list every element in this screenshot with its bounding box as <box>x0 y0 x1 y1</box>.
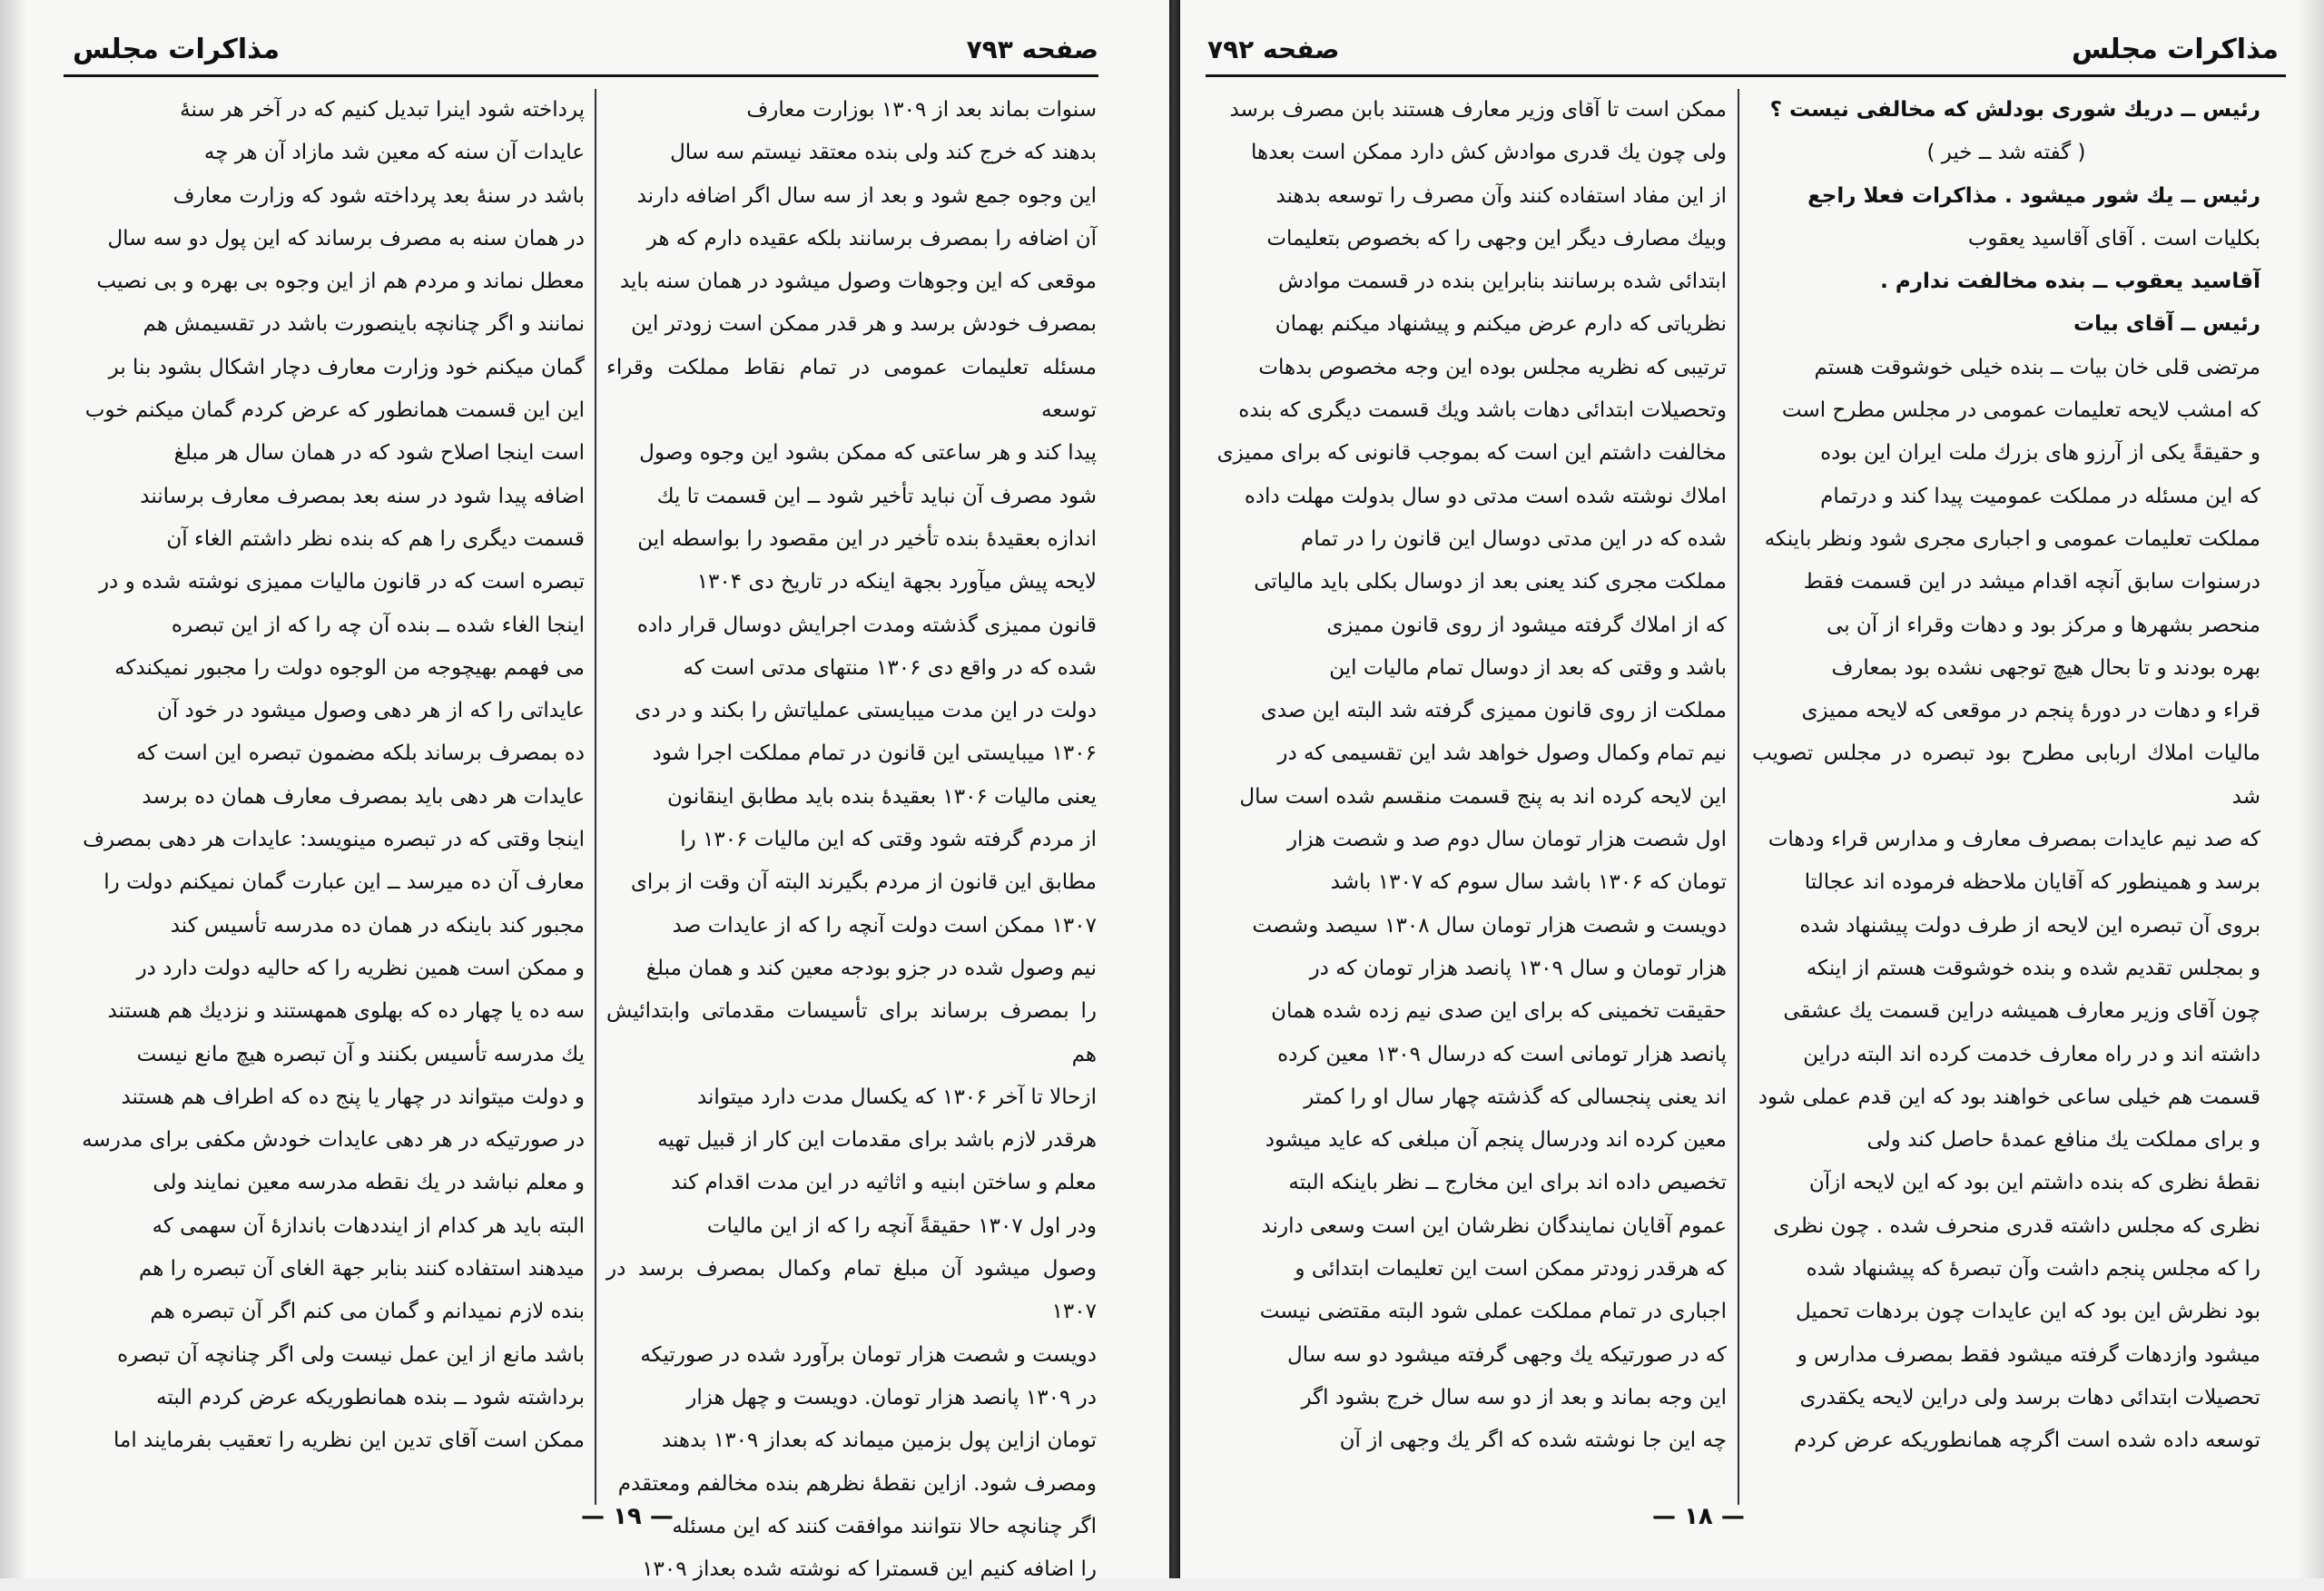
text-line: قانون مميزى گذشته ومدت اجرايش دوسال قرار داده <box>636 613 1097 637</box>
text-line: مجبور كند باينكه در همان ده مدرسه تأسيس كند <box>170 913 585 938</box>
text-line: باشد مانع از اين عمل نيست ولى اگر چنانچه آن تبصره <box>117 1342 585 1367</box>
text-line: چون آقاى وزير معارف هميشه دراين قسمت يك عشقى <box>1783 999 2260 1024</box>
text-line: از اين مفاد استفاده كنند وآن مصرف را توسعه بدهند <box>1275 183 1727 208</box>
text-line: از مردم گرفته شود وقتى كه اين ماليات ۱۳۰۶ را <box>680 828 1097 852</box>
page-footer-number: — ۱۸ — <box>1652 1503 1745 1530</box>
text-line: تخصيص داده اند براى اين مخارج ــ نظر باينكه البته <box>1288 1171 1727 1195</box>
text-line: اجبارى در تمام مملكت عملى شود البته مقتضى نيست <box>1259 1300 1727 1324</box>
text-line: ممكن است تا آقاى وزير معارف هستند بابن مصرف برسد <box>1229 98 1727 122</box>
speaker-line: رئيس ــ آقاى بيات <box>2073 312 2260 337</box>
text-line: است اينجا اصلاح شود كه در همان سال هر مبلغ <box>173 441 585 466</box>
text-line: سه ده يا چهار ده كه بهلوى همهستند و نزديك هم هستند <box>107 999 585 1024</box>
text-line: چه اين جا نوشته شده كه اگر يك وجهى از آن <box>1339 1429 1727 1453</box>
text-line: و معلم نباشد در يك نقطه مدرسه معين نمايند ولى <box>153 1171 585 1195</box>
text-line: كه امشب لايحه تعليمات عمومى در مجلس مطرح است <box>1781 398 2260 423</box>
text-line: پيدا كند و هر ساعتى كه ممكن بشود اين وجوه وصول <box>639 441 1097 466</box>
text-line: اينجا وقتى كه در تبصره مينويسد: عايدات هر دهى بمصرف <box>83 828 585 852</box>
running-title: مذاكرات مجلس <box>2071 33 2279 65</box>
text-line: يعنى ماليات ۱۳۰۶ بعقيدهٔ بنده بايد مطابق اينقانون <box>666 784 1097 809</box>
text-line: اين اين قسمت همانطور كه عرض كردم گمان ميكنم خوب <box>84 398 585 423</box>
text-line: اندازه بعقيدهٔ بنده تأخير در اين مقصود را بواسطه اين <box>637 526 1097 551</box>
text-line: مرتضى قلى خان بيات ــ بنده خيلى خوشوقت هستم <box>1814 355 2260 379</box>
text-line: دويست و شصت هزار تومان برآورد شده در صورتيكه <box>640 1342 1097 1367</box>
text-line: هرقدر لازم باشد براى مقدمات اين كار از قبيل تهيه <box>657 1128 1097 1153</box>
text-line: اگر چنانچه حالا نتوانند موافقت كنند كه اين مسئله <box>672 1514 1097 1538</box>
text-line: لايحه پيش ميآورد بجهة اينكه در تاريخ دى ۱۳۰۴ <box>696 570 1097 594</box>
text-line: را بمصرف برساند براى تأسيسات مقدماتى وابتدائيش هم <box>606 999 1097 1066</box>
text-line: كه هرقدر زودتر ممكن است اين تعليمات ابتدائى و <box>1295 1257 1727 1282</box>
text-line: باشد و وقتى كه بعد از دوسال تمام ماليات اين <box>1329 655 1727 680</box>
text-line: تبصره است كه در قانون ماليات مميزى نوشته شده و در <box>98 570 585 594</box>
text-line: كه در صورتيكه يك وجهى گرفته ميشود دو سه سال <box>1287 1342 1727 1367</box>
text-line: و براى مملكت يك منافع عمدهٔ حاصل كند ولى <box>1866 1128 2260 1153</box>
column-divider <box>1738 89 1739 1505</box>
text-line: يك مدرسه تأسيس بكنند و آن تبصره هيچ مانع نيست <box>136 1042 585 1066</box>
text-line: بروى آن تبصره اين لايحه از طرف دولت پيشنهاد شده <box>1799 913 2260 938</box>
text-line: برسد و همينطور كه آقايان ملاحظه فرموده اند عجالتا <box>1804 870 2260 895</box>
text-line: اين وجوه جمع شود و بعد از سه سال اگر اضافه دارند <box>636 183 1097 208</box>
text-line: معلم و ساختن ابنيه و اثاثيه در اين مدت اقدام كند <box>671 1171 1097 1195</box>
text-line: مى فهمم بهيچوجه من الوجوه دولت را مجبور نميكندكه <box>114 655 585 680</box>
text-line: عايدات هر دهى بايد بمصرف معارف همان ده برسد <box>142 784 585 809</box>
text-line: اين لايحه كرده اند به پنج قسمت منقسم شده است سال <box>1239 784 1727 809</box>
header-rule <box>64 74 1098 77</box>
text-line: و دولت ميتواند در چهار يا پنج ده كه اطراف هم هستند <box>121 1085 585 1109</box>
right-page <box>1180 0 2324 1578</box>
text-line: مطابق اين قانون از مردم بگيرند البته آن وقت از براى <box>630 870 1097 895</box>
text-line: كه اين مسئله در مملكت عموميت پيدا كند و درتمام <box>1820 484 2260 508</box>
text-line: ودر اول ۱۳۰۷ حقيقةً آنچه را كه از اين ماليات <box>706 1213 1097 1238</box>
text-line: شده كه در اين مدتى دوسال اين قانون را در تمام <box>1300 526 1727 551</box>
page-edge-shadow <box>2297 0 2324 1578</box>
text-line: ميدهند استفاده كنند بنابر جهة الغاى آن تبصره را هم <box>138 1257 585 1282</box>
text-line: منحصر بشهرها و مركز بود و دهات وقراء از آن بى <box>1827 613 2260 637</box>
text-line: ماليات املاك اربابى مطرح بود تبصره در مجلس تصويب شد <box>1752 741 2260 809</box>
text-line: ومصرف شود. ازاين نقطهٔ نظرهم بنده مخالفم ومعتقدم <box>617 1471 1097 1496</box>
text-line: ممكن است آقاى تدين اين نظريه را تعقيب بفرمايند اما <box>113 1429 585 1453</box>
text-line: در صورتيكه در هر دهى عايدات خودش مكفى براى مدرسه <box>82 1128 585 1153</box>
text-line: ازحالا تا آخر ۱۳۰۶ كه يكسال مدت دارد ميتواند <box>696 1085 1097 1109</box>
text-line: تومان ازاين پول بزمين ميماند كه بعداز ۱۳۰۹ بدهند <box>661 1429 1097 1453</box>
text-line: و بمجلس تقديم شده و بنده خوشوقت هستم از اينكه <box>1806 956 2260 980</box>
text-line: سنوات بماند بعد از ۱۳۰۹ بوزارت معارف <box>746 98 1097 122</box>
left-page-header <box>73 27 1098 71</box>
text-line: نمانند و اگر چنانچه باينصورت باشد در تقسيمش هم <box>143 312 585 337</box>
text-line: اول شصت هزار تومان سال دوم صد و شصت هزار <box>1286 828 1727 852</box>
right-page-header <box>1207 27 2279 71</box>
text-line: اينجا الغاء شده ــ بنده آن چه را كه از اين تبصره <box>171 613 585 637</box>
header-rule <box>1206 74 2286 77</box>
text-line: وصول ميشود آن مبلغ تمام وكمال بمصرف برسد در ۱۳۰۷ <box>606 1257 1097 1324</box>
text-line: نظرياتى كه دارم عرض ميكنم و پيشنهاد ميكنم بهمان <box>1275 312 1727 337</box>
page-footer-number: — ۱۹ — <box>581 1503 674 1530</box>
page-edge-shadow <box>0 0 27 1578</box>
text-line: ۱۳۰۶ ميبايستى اين قانون در تمام مملكت اجرا شود <box>652 741 1097 766</box>
text-line: بنده لازم نميدانم و گمان مى كنم اگر آن تبصره هم <box>150 1300 585 1324</box>
text-line: و حقيقةً يكى از آرزو هاى بزرك ملت ايران اين بوده <box>1820 441 2260 466</box>
text-line: نيم وصول شده در جزو بودجه معين كند و همان مبلغ <box>645 956 1097 980</box>
page-number: صفحه ۷۹۲ <box>1207 34 1340 64</box>
text-line: وتحصيلات ابتدائى دهات باشد ويك قسمت ديگرى كه بنده <box>1238 398 1727 423</box>
text-line: مملكت مجرى كند يعنى بعد از دوسال بكلى بايد مالياتى <box>1254 570 1727 594</box>
text-line: بود نظرش اين بود كه اين عايدات چون بردهات تحميل <box>1795 1300 2260 1324</box>
text-line: بهره بودند و تا بحال هيچ توجهى نشده بود بمعارف <box>1831 655 2260 680</box>
text-line: دويست و شصت هزار تومان سال ۱۳۰۸ سيصد وشصت <box>1252 913 1727 938</box>
text-line: املاك نوشته شده است مدتى دو سال بدولت مهلت داده <box>1244 484 1727 508</box>
text-line: ده بمصرف برساند بلكه مضمون تبصره اين است كه <box>135 741 585 766</box>
text-line: اضافه پيدا شود در سنه بعد بمصرف معارف برسانند <box>140 484 585 508</box>
text-line: عايداتى را كه از هر دهى وصول ميشود در خود آن <box>156 699 585 723</box>
text-line: موقعى كه اين وجوهات وصول ميشود در همان سنه بايد <box>619 270 1097 294</box>
running-title: مذاكرات مجلس <box>73 33 281 65</box>
text-line: مملكت از روى قانون مميزى گرفته شد البته اين صدى <box>1260 699 1727 723</box>
text-line: ميشود وازدهات گرفته ميشود فقط بمصرف مدارس و <box>1797 1342 2260 1367</box>
text-line: وبيك مصارف ديگر اين وجهى را كه بخصوص بتعليمات <box>1266 226 1727 250</box>
text-line: معارف آن ده ميرسد ــ اين عبارت گمان نميكنم دولت را <box>103 870 585 895</box>
text-line: البته بايد هر كدام از اينددهات باندازهٔ آن سهمى كه <box>152 1213 585 1238</box>
text-line: مسئله تعليمات عمومى در تمام نقاط مملكت وقراء توسعه <box>606 355 1097 423</box>
text-line: معين كرده اند ودرسال پنجم آن مبلغى كه عايد ميشود <box>1265 1128 1727 1153</box>
text-line: عايدات آن سنه كه معين شد مازاد آن هر چه <box>203 141 585 165</box>
text-line: داشته اند و در راه معارف خدمت كرده اند البته دراين <box>1803 1042 2260 1066</box>
text-line: توسعه داده شده است اگرچه همانطوريكه عرض كردم <box>1794 1429 2260 1453</box>
text-line: درسنوات سابق آنچه اقدام ميشد در اين قسمت فقط <box>1803 570 2260 594</box>
text-line: قراء و دهات در دورهٔ پنجم در موقعى كه لايحه مميزى <box>1801 699 2260 723</box>
text-line: نيم تمام وكمال وصول خواهد شد اين تقسيمى كه در <box>1277 741 1727 766</box>
text-line: هزار تومان و سال ۱۳۰۹ پانصد هزار تومان كه در <box>1309 956 1727 980</box>
text-line: پرداخته شود اينرا تبديل كنيم كه در آخر هر سنهٔ <box>180 98 585 122</box>
text-line: نقطهٔ نظرى كه بنده داشتم اين بود كه اين لايحه ازآن <box>1808 1171 2260 1195</box>
text-line: قسمت ديگرى را هم كه بنده نظر داشتم الغاء آن <box>166 526 585 551</box>
centered-note: ( گفته شد ــ خير ) <box>1926 141 2086 165</box>
text-line: كه از املاك گرفته ميشود از روى قانون مميزى <box>1326 613 1727 637</box>
text-line: قسمت هم خيلى ساعى خواهند بود كه اين قدم عملى شود <box>1758 1085 2260 1109</box>
text-line: ولى چون يك قدرى موادش كش دارد ممكن است بعدها <box>1251 141 1727 165</box>
right-page-right-column <box>1752 89 2260 1487</box>
text-line: مملكت تعليمات عمومى و اجبارى مجرى شود ونظر باينكه <box>1764 526 2260 551</box>
text-line: مخالفت داشتم اين است كه بموجب قانونى كه براى مميزى <box>1216 441 1727 466</box>
left-page-left-column <box>74 89 585 1487</box>
text-line: حقيقت تخمينى كه براى اين صدى نيم زده شده همان <box>1271 999 1727 1024</box>
text-line: بدهند كه خرج كند ولى بنده معتقد نيستم سه سال <box>670 141 1097 165</box>
speaker-line: رئيس ــ دريك شورى بودلش كه مخالفى نيست ؟ <box>1769 98 2260 122</box>
text-line: و ممكن است همين نظريه را كه حاليه دولت دارد در <box>136 956 585 980</box>
text-line: در همان سنه به مصرف برساند كه اين پول دو سه سال <box>107 226 585 250</box>
text-line: ۱۳۰۷ ممكن است دولت آنچه را كه از عايدات صد <box>672 913 1097 938</box>
text-line: ترتيبى كه نظريه مجلس بوده اين وجه مخصوص بدهات <box>1258 355 1727 379</box>
text-line: دولت در اين مدت ميبايستى عملياتش را بكند و در دى <box>635 699 1097 723</box>
text-line: معطل نماند و مردم هم از اين وجوه بى بهره و بى نصيب <box>96 270 585 294</box>
text-line: گمان ميكنم خود وزارت معارف دچار اشكال بشود بنا بر <box>108 355 585 379</box>
text-line: بكليات است . آقاى آقاسيد يعقوب <box>1967 226 2260 250</box>
text-line: اند يعنى پنجسالى كه گذشته چهار سال او را كمتر <box>1304 1085 1727 1109</box>
text-line: را اضافه كنيم اين قسمترا كه نوشته شده بعداز ۱۳۰۹ <box>642 1557 1097 1582</box>
text-line: آن اضافه را بمصرف برسانند بلكه عقيده دارم كه هر <box>646 226 1097 250</box>
text-line: در ۱۳۰۹ پانصد هزار تومان. دويست و چهل هزار <box>686 1385 1097 1409</box>
text-line: باشد در سنهٔ بعد پرداخته شود كه وزارت معارف <box>172 183 585 208</box>
speaker-line: رئيس ــ يك شور ميشود . مذاكرات فعلا راجع <box>1807 183 2260 208</box>
speaker-line: آقاسيد يعقوب ــ بنده مخالفت ندارم . <box>1880 270 2260 294</box>
page-number: صفحه ۷۹۳ <box>966 34 1098 64</box>
text-line: ابتدائى شده برسانند بنابراين بنده در قسمت موادش <box>1278 270 1727 294</box>
text-line: شده كه در واقع دى ۱۳۰۶ منتهاى مدتى است كه <box>683 655 1097 680</box>
text-line: را كه مجلس پنجم داشت وآن تبصرهٔ كه پيشنهاد شده <box>1806 1257 2260 1282</box>
text-line: بمصرف خودش برسد و هر قدر ممكن است زودتر اين <box>631 312 1097 337</box>
text-line: تومان كه ۱۳۰۶ باشد سال سوم كه ۱۳۰۷ باشد <box>1330 870 1727 895</box>
right-page-left-column <box>1207 89 1727 1487</box>
text-line: شود مصرف آن نبايد تأخير شود ــ اين قسمت تا يك <box>656 484 1097 508</box>
text-line: عموم آقايان نمايندگان نظرشان اين است وسعى دارند <box>1261 1213 1727 1238</box>
text-line: نظرى كه مجلس داشته قدرى منحرف شده . چون نظرى <box>1773 1213 2260 1238</box>
text-line: پانصد هزار تومانى است كه درسال ۱۳۰۹ معين كرده <box>1277 1042 1727 1066</box>
column-divider <box>595 89 596 1505</box>
text-line: برداشته شود ــ بنده همانطوريكه عرض كردم البته <box>156 1385 585 1409</box>
text-line: اين وجه بماند و بعد از دو سه سال خرج بشود اگر <box>1301 1385 1727 1409</box>
text-line: تحصيلات ابتدائى دهات برسد ولى دراين لايحه يكقدرى <box>1799 1385 2260 1409</box>
text-line: كه صد نيم عايدات بمصرف معارف و مدارس قراء ودهات <box>1768 828 2260 852</box>
